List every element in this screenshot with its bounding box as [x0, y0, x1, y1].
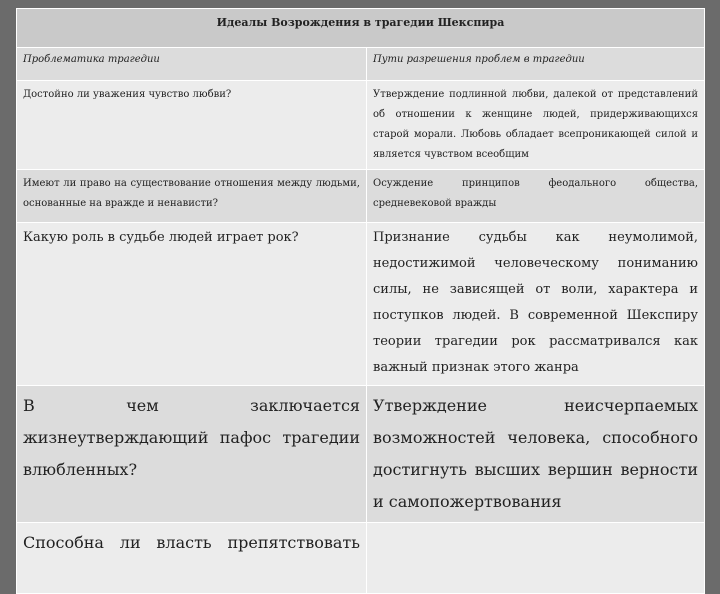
solution-cell: Утверждение неисчерпаемых возможностей человека, способного достигнуть высших вершин верности и самопожертвования — [367, 386, 705, 523]
table-row — [17, 223, 705, 386]
solution-cell: Признание судьбы как неумолимой, недостижимой человеческому пониманию силы, не зависящей от воли, характера и поступков людей. В современной Шекспиру теории трагедии рок рассматривался как важный признак этого жанра — [367, 223, 705, 386]
problem-cell: В чем заключается жизнеутверждающий пафос трагедии влюбленных? — [17, 386, 367, 523]
solution-cell: Осуждение принципов феодального общества, средневековой вражды — [367, 170, 705, 223]
column-header-problems: Проблематика трагедии — [17, 48, 367, 81]
table-row — [17, 386, 705, 523]
shakespeare-ideals-table — [16, 8, 705, 594]
table-row — [17, 170, 705, 223]
problem-cell: Какую роль в судьбе людей играет рок? — [17, 223, 367, 386]
problem-cell: Способна ли власть препятствовать — [17, 523, 367, 594]
column-header-solutions: Пути разрешения проблем в трагедии — [367, 48, 705, 81]
solution-cell — [367, 523, 705, 594]
problem-cell: Имеют ли право на существование отношения между людьми, основанные на вражде и ненависти? — [17, 170, 367, 223]
document-page — [16, 8, 704, 552]
table-row — [17, 523, 705, 594]
table-title: Идеалы Возрождения в трагедии Шекспира — [17, 9, 705, 48]
solution-cell: Утверждение подлинной любви, далекой от представлений об отношении к женщине людей, придерживающихся старой морали. Любовь обладает всепроникающей силой и является чувством всеобщим — [367, 81, 705, 170]
table-row — [17, 81, 705, 170]
problem-cell: Достойно ли уважения чувство любви? — [17, 81, 367, 170]
table-header-row — [17, 48, 705, 81]
